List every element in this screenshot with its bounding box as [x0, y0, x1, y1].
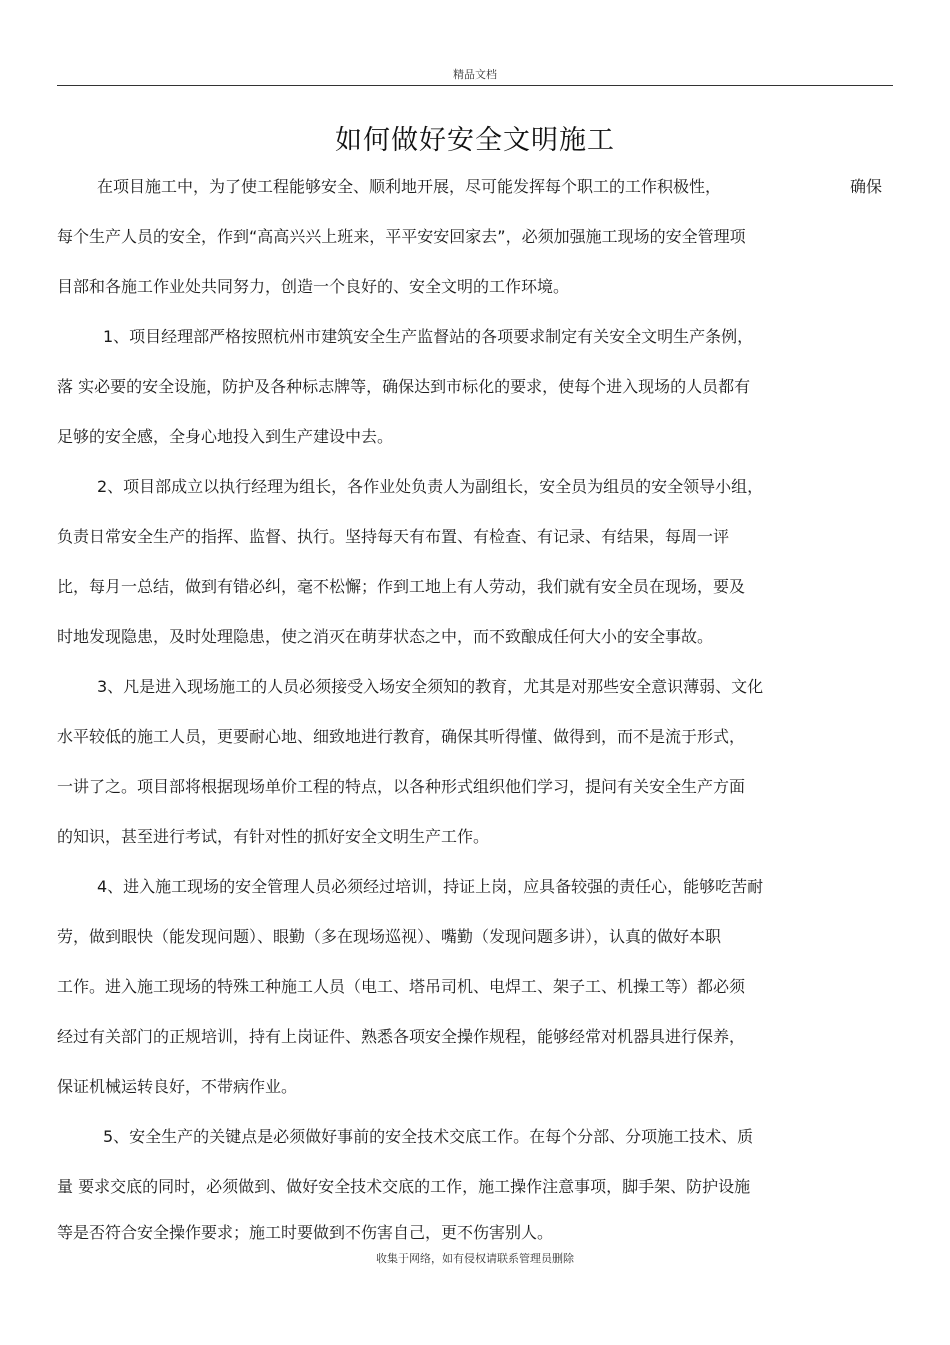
body-line: 2、项目部成立以执行经理为组长，各作业处负责人为副组长，安全员为组员的安全领导小组， — [97, 477, 764, 496]
body-line: 在项目施工中，为了使工程能够安全、顺利地开展，尽可能发挥每个职工的工作积极性， — [97, 177, 722, 196]
body-line: 的知识，甚至进行考试，有针对性的抓好安全文明生产工作。 — [57, 827, 490, 846]
body-line: 1、项目经理部严格按照杭州市建筑安全生产监督站的各项要求制定有关安全文明生产条例， — [103, 327, 754, 346]
body-line: 目部和各施工作业处共同努力，创造一个良好的、安全文明的工作环境。 — [57, 277, 570, 296]
body-line: 一讲了之。项目部将根据现场单价工程的特点，以各种形式组织他们学习，提问有关安全生产方面 — [57, 777, 746, 796]
body-line: 负责日常安全生产的指挥、监督、执行。坚持每天有布置、有检查、有记录、有结果，每周一评 — [57, 527, 730, 546]
document-title: 如何做好安全文明施工 — [335, 125, 615, 156]
body-line: 每个生产人员的安全，作到“高高兴兴上班来，平平安安回家去”，必须加强施工现场的安全管理项 — [57, 227, 746, 246]
body-line: 落 实必要的安全设施，防护及各种标志牌等，确保达到市标化的要求，使每个进入现场的人员都有 — [57, 377, 751, 396]
body-line: 水平较低的施工人员，更要耐心地、细致地进行教育，确保其听得懂、做得到，而不是流于形式， — [57, 727, 746, 746]
body-line: 等是否符合安全操作要求；施工时要做到不伤害自己，更不伤害别人。 — [57, 1223, 554, 1242]
body-line: 量 要求交底的同时，必须做到、做好安全技术交底的工作，施工操作注意事项，脚手架、防护设施 — [57, 1177, 751, 1196]
body-line: 时地发现隐患，及时处理隐患，使之消灭在萌芽状态之中，而不致酿成任何大小的安全事故。 — [57, 627, 714, 646]
body-line: 足够的安全感，全身心地投入到生产建设中去。 — [57, 427, 394, 446]
body-line: 保证机械运转良好，不带病作业。 — [57, 1077, 298, 1096]
page-header-label: 精品文档 — [453, 68, 497, 81]
body-line: 比，每月一总结，做到有错必纠，毫不松懈；作到工地上有人劳动，我们就有安全员在现场，要及 — [57, 577, 746, 596]
page-footer-label: 收集于网络，如有侵权请联系管理员删除 — [376, 1252, 574, 1265]
body-line: 4、进入施工现场的安全管理人员必须经过培训，持证上岗，应具备较强的责任心，能够吃苦耐 — [97, 877, 764, 896]
body-line: 确保 — [850, 177, 883, 196]
header-divider — [57, 85, 893, 86]
body-line: 5、安全生产的关键点是必须做好事前的安全技术交底工作。在每个分部、分项施工技术、质 — [103, 1127, 754, 1146]
body-line: 劳，做到眼快（能发现问题）、眼勤（多在现场巡视）、嘴勤（发现问题多讲），认真的做好本职 — [57, 927, 722, 946]
body-line: 经过有关部门的正规培训，持有上岗证件、熟悉各项安全操作规程，能够经常对机器具进行保养， — [57, 1027, 746, 1046]
body-line: 3、凡是进入现场施工的人员必须接受入场安全须知的教育，尤其是对那些安全意识薄弱、文化 — [97, 677, 764, 696]
body-line: 工作。进入施工现场的特殊工种施工人员（电工、塔吊司机、电焊工、架子工、机操工等）都必须 — [57, 977, 746, 996]
